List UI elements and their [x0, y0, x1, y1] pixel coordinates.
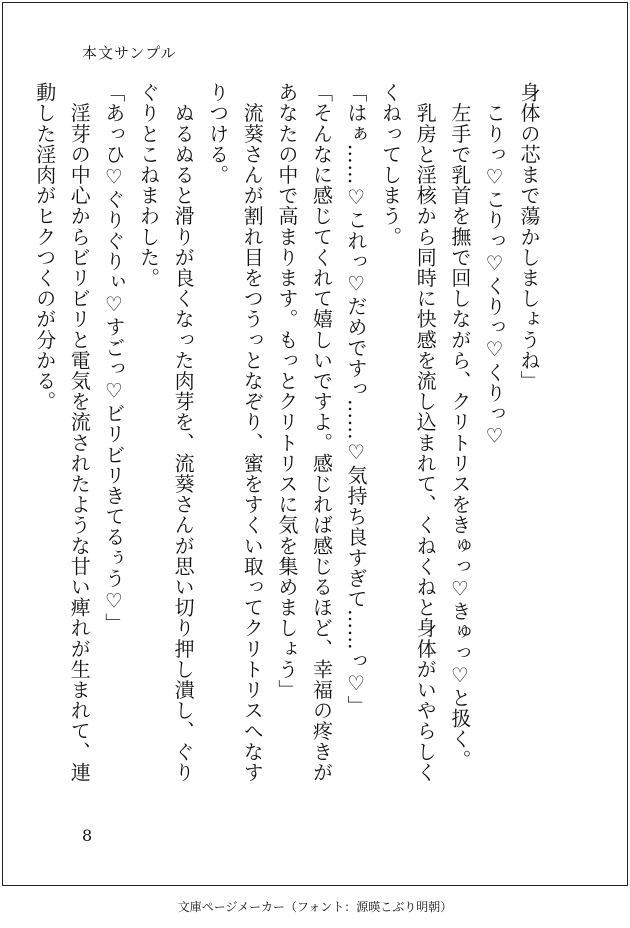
body-paragraph: ぬるぬると滑りが良くなった肉芽を、流葵さんが思い切り押し潰し、ぐりぐりとこねまわした。 [136, 82, 196, 783]
page-header-title: 本文サンプル [82, 44, 177, 62]
page-number: 8 [82, 826, 93, 845]
body-paragraph: 左手で乳首を撫で回しながら、クリトリスをきゅっ♡きゅっ♡と扱く。 [447, 82, 472, 770]
vertical-body-text [32, 82, 546, 802]
body-paragraph: 身体の芯まで蕩かしましょうね」 [517, 82, 541, 391]
footer-caption: 文庫ページメーカー（フォント：源暎こぶり明朝） [177, 900, 453, 914]
body-paragraph: 「そんなに感じてくれて嬉しいですよ。感じれば感じるほど、幸福の疼きがあなたの中で高まります。もっとクリトリスに気を集めましょう」 [274, 82, 334, 783]
body-paragraph: 「あっひ♡ぐりぐりぃ♡すごっ♡ビリビリきてるぅう♡」 [101, 82, 126, 634]
body-paragraph: 乳房と淫核から同時に快感を流し込まれて、くねくねと身体がいやらしくくねってしまう。 [378, 82, 438, 783]
body-paragraph: こりっ♡こりっ♡くりっ♡くりっ♡ [482, 82, 507, 449]
body-paragraph: 流葵さんが割れ目をつうっとなぞり、蜜をすくい取ってクリトリスへなすりつける。 [205, 82, 265, 783]
body-paragraph: 「はぁ……♡これっ♡だめですっ……♡気持ち良すぎて……っ♡」 [344, 82, 369, 716]
body-paragraph: 淫芽の中心からビリビリと電気を流されたような甘い痺れが生まれて、連動した淫肉がヒクつくのが分かる。 [32, 82, 92, 783]
